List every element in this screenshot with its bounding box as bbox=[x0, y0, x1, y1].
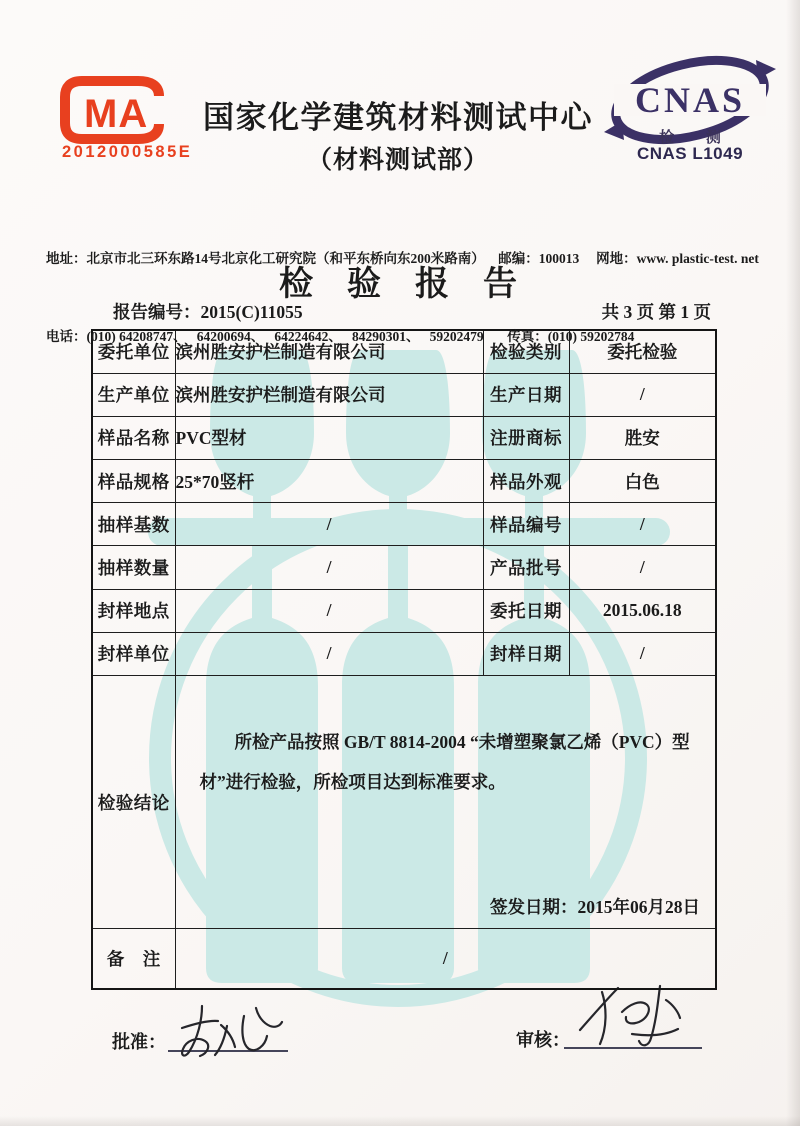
table-row bbox=[92, 416, 716, 459]
conclusion-row bbox=[92, 676, 716, 929]
field-label: 检验类别 bbox=[483, 330, 569, 373]
remark-row bbox=[92, 929, 716, 989]
field-value: / bbox=[569, 546, 716, 589]
cma-cert-number: 2012000585E bbox=[62, 143, 193, 161]
review-group bbox=[516, 1026, 570, 1052]
field-label: 委托单位 bbox=[92, 330, 175, 373]
table-row bbox=[92, 546, 716, 589]
field-value: PVC型材 bbox=[175, 416, 483, 459]
scan-shadow-right bbox=[786, 0, 800, 1126]
field-label: 样品规格 bbox=[92, 460, 175, 503]
field-value: 白色 bbox=[569, 460, 716, 503]
org-subtitle: （材料测试部） bbox=[306, 147, 489, 174]
field-value: 委托检验 bbox=[569, 330, 716, 373]
cnas-tag: 检 测 bbox=[659, 130, 735, 146]
field-label: 样品外观 bbox=[483, 460, 569, 503]
field-label: 样品编号 bbox=[483, 503, 569, 546]
field-label: 封样日期 bbox=[483, 632, 569, 675]
approve-group bbox=[112, 1028, 166, 1054]
field-value: / bbox=[175, 503, 483, 546]
approve-signature bbox=[172, 1000, 292, 1062]
remark-label: 备 注 bbox=[92, 929, 175, 989]
field-value: / bbox=[569, 632, 716, 675]
field-label: 封样单位 bbox=[92, 632, 175, 675]
conclusion-cell bbox=[175, 676, 716, 929]
field-value: 滨州胜安护栏制造有限公司 bbox=[175, 373, 483, 416]
cnas-code: CNAS L1049 bbox=[636, 144, 744, 163]
field-label: 样品名称 bbox=[92, 416, 175, 459]
contact-line-address: 地址：北京市北三环东路14号北京化工研究院（和平东桥向东200米路南） 邮编：100013 网地：www. plastic-test. net bbox=[46, 251, 759, 266]
field-value: / bbox=[175, 589, 483, 632]
field-value: / bbox=[569, 503, 716, 546]
report-title: 检 验 报 告 bbox=[279, 266, 517, 303]
report-pages: 共 3 页 第 1 页 bbox=[601, 302, 711, 322]
cma-letters: MA bbox=[84, 92, 149, 136]
field-label: 生产日期 bbox=[483, 373, 569, 416]
field-value: 25*70竖杆 bbox=[175, 460, 483, 503]
review-signature bbox=[566, 982, 702, 1052]
org-title: 国家化学建筑材料测试中心 bbox=[203, 100, 593, 135]
field-label: 生产单位 bbox=[92, 373, 175, 416]
table-row bbox=[92, 460, 716, 503]
field-label: 委托日期 bbox=[483, 589, 569, 632]
field-value: 胜安 bbox=[569, 416, 716, 459]
table-row bbox=[92, 503, 716, 546]
field-value: / bbox=[569, 373, 716, 416]
report-info-table bbox=[91, 329, 717, 990]
table-row bbox=[92, 589, 716, 632]
field-value: / bbox=[175, 632, 483, 675]
conclusion-label: 检验结论 bbox=[92, 676, 175, 929]
conclusion-text: 所检产品按照 GB/T 8814-2004 “未增塑聚氯乙烯（PVC）型材”进行检验，所检项目达到标准要求。 bbox=[199, 732, 690, 792]
field-value: 2015.06.18 bbox=[569, 589, 716, 632]
field-label: 抽样基数 bbox=[92, 503, 175, 546]
field-label: 产品批号 bbox=[483, 546, 569, 589]
approve-label: 批准： bbox=[112, 1032, 166, 1052]
field-label: 注册商标 bbox=[483, 416, 569, 459]
contact-line-phone: 电话：(010) 64208747、 64200694、 64224642、 84290301、 59202479 传真：(010) 59202784 bbox=[46, 329, 635, 344]
field-label: 封样地点 bbox=[92, 589, 175, 632]
field-value: 滨州胜安护栏制造有限公司 bbox=[175, 330, 483, 373]
field-label: 抽样数量 bbox=[92, 546, 175, 589]
scan-shadow-bottom bbox=[0, 1116, 800, 1126]
table-row bbox=[92, 632, 716, 675]
sign-date: 签发日期：2015年06月28日 bbox=[490, 897, 700, 917]
remark-value: / bbox=[175, 929, 716, 989]
field-value: / bbox=[175, 546, 483, 589]
cnas-name: CNAS bbox=[634, 80, 746, 120]
report-number: 报告编号：2015(C)11055 bbox=[113, 302, 303, 322]
review-label: 审核： bbox=[516, 1030, 570, 1050]
